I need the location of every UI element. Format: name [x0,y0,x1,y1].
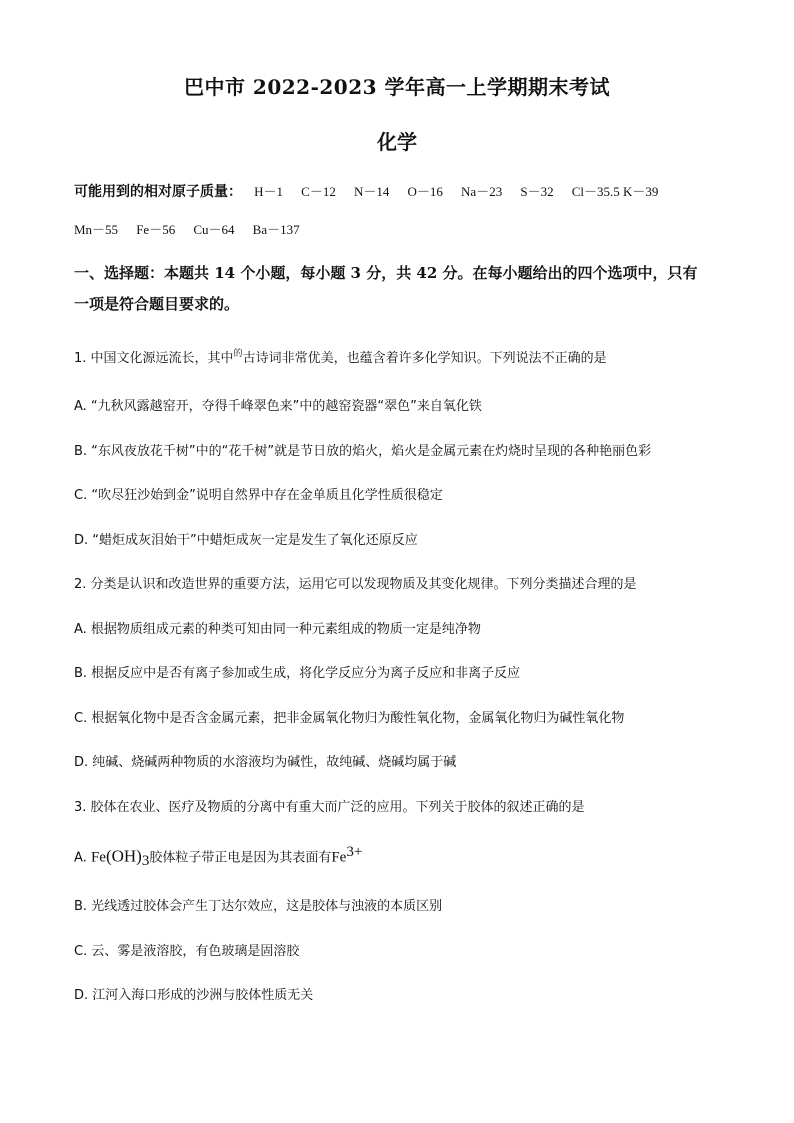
question-1-option-b: B. “东风夜放花千树”中的“花千树”就是节日放的焰火，焰火是金属元素在灼烧时呈现的各种艳丽色彩 [74,444,652,459]
question-2-stem: 2. 分类是认识和改造世界的重要方法，运用它可以发现物质及其变化规律。下列分类描述合理的是 [74,577,637,592]
exam-title: 巴中市 2022-2023 学年高一上学期期末考试 [183,75,611,99]
question-2-option-c: C. 根据氧化物中是否含金属元素，把非金属氧化物归为酸性氧化物，金属氧化物归为碱性氧化物 [74,711,625,726]
question-3-option-b: B. 光线透过胶体会产生丁达尔效应，这是胶体与浊液的本质区别 [74,899,443,914]
mass-item: Ba－137 [252,222,300,237]
question-1-stem-b: 古诗词非常优美，也蕴含着许多化学知识。下列说法不正确的是 [242,351,607,366]
question-1-option-a: A. “九秋风露越窑开，夺得千峰翠色来”中的越窑瓷器“翠色”来自氧化铁 [74,399,482,414]
question-3-option-d: D. 江河入海口形成的沙洲与胶体性质无关 [74,988,314,1003]
subject-title: 化学 [377,130,417,154]
section-heading-line-2: 一项是符合题目要求的。 [74,295,240,313]
question-3-option-c: C. 云、雾是液溶胶，有色玻璃是固溶胶 [74,944,300,959]
question-2-option-d: D. 纯碱、烧碱两种物质的水溶液均为碱性，故纯碱、烧碱均属于碱 [74,755,457,770]
atomic-mass-row-1 [74,181,672,201]
mass-item: N－14 [353,184,390,199]
question-1-option-d: D. “蜡炬成灰泪始干”中蜡炬成灰一定是发生了氧化还原反应 [74,533,418,548]
formula-oh: (OH) [105,846,142,866]
atomic-mass-row-2 [74,219,314,238]
question-2-option-b: B. 根据反应中是否有离子参加或生成，将化学反应分为离子反应和非离子反应 [74,666,521,681]
formula-fe: Fe [90,849,106,866]
question-2-option-a: A. 根据物质组成元素的种类可知由同一种元素组成的物质一定是纯净物 [74,622,481,637]
question-1-stem-small: 的 [233,349,243,359]
mass-item: Cl－35.5 K－39 [571,184,659,199]
mass-item: Na－23 [461,184,503,199]
question-1-stem [74,347,607,366]
atomic-mass-label: 可能用到的相对原子质量： [74,184,242,200]
section-heading-line-1: 一、选择题：本题共 14 个小题，每小题 3 分，共 42 分。在每小题给出的四个选项中，只有 [74,264,698,282]
question-3-option-a-text: 胶体粒子带正电是因为其表面有 [149,850,332,866]
mass-item: S－32 [520,184,554,199]
mass-item: Cu－64 [193,222,235,237]
question-1-option-c: C. “吹尽狂沙始到金”说明自然界中存在金单质且化学性质很稳定 [74,488,443,503]
mass-item: C－12 [301,184,336,199]
option-letter: A. [74,850,91,866]
question-3-stem: 3. 胶体在农业、医疗及物质的分离中有重大而广泛的应用。下列关于胶体的叙述正确的是 [74,800,585,815]
question-1-stem-a: 1. 中国文化源远流长，其中 [74,351,234,366]
mass-item: Mn－55 [74,222,119,237]
formula-subscript: 3 [141,852,150,869]
mass-item: O－16 [407,184,443,199]
question-3-option-a [74,844,362,870]
mass-item: H－1 [254,184,284,199]
formula-charge: 3+ [346,844,363,860]
mass-item: Fe－56 [136,222,176,237]
formula-fe-ion: Fe [331,849,347,866]
